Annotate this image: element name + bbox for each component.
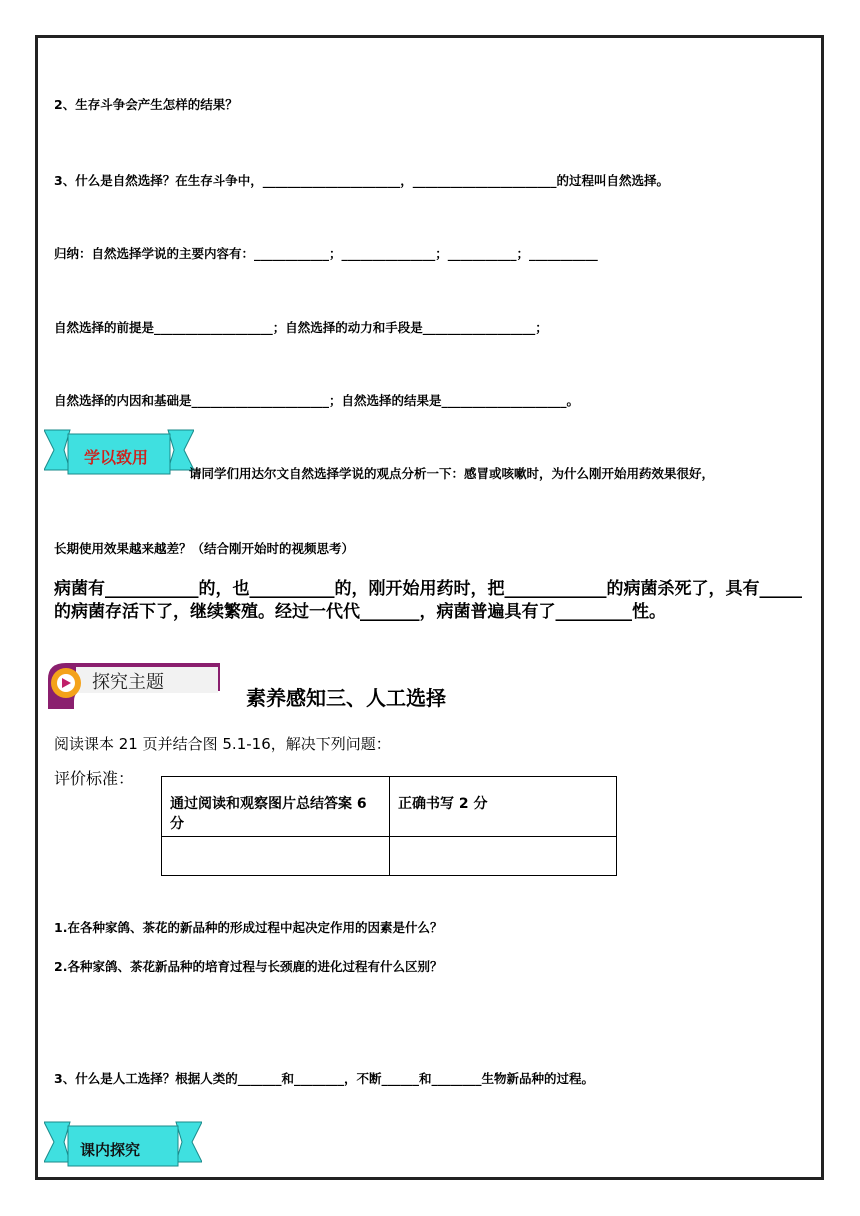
apply-banner-label: 学以致用 — [84, 448, 149, 467]
summary-line: 归纳：自然选择学说的主要内容有：____________；_______________；___________；___________ — [54, 246, 598, 261]
table-cell[interactable] — [390, 837, 617, 876]
eval-label: 评价标准： — [54, 769, 135, 788]
answer-line-1: 病菌有___________的，也__________的，刚开始用药时，把____________的病菌杀死了，具有_____ — [54, 579, 802, 599]
answer-line-2: 的病菌存活下了，继续繁殖。经过一代代_______，病菌普遍具有了_________性。 — [54, 602, 666, 622]
table-row — [162, 777, 617, 837]
table-cell[interactable] — [162, 837, 390, 876]
table-header-cell: 正确书写 2 分 — [390, 777, 617, 837]
class-banner-label: 课内探究 — [80, 1141, 141, 1159]
read-instruction: 阅读课本 21 页并结合图 5.1-16，解决下列问题： — [54, 735, 391, 753]
apply-question-line-2: 长期使用效果越来越差？（结合刚开始时的视频思考） — [54, 541, 355, 556]
section-title: 素养感知三、人工选择 — [246, 686, 446, 710]
artificial-question-2: 2.各种家鸽、茶花新品种的培育过程与长颈鹿的进化过程有什么区别？ — [54, 959, 443, 974]
artificial-question-1: 1.在各种家鸽、茶花的新品种的形成过程中起决定作用的因素是什么？ — [54, 920, 443, 935]
apply-question-line-1: 请同学们用达尔文自然选择学说的观点分析一下：感冒或咳嗽时，为什么刚开始用药效果很好， — [189, 466, 715, 481]
basis-line: 自然选择的内因和基础是______________________；自然选择的结果是____________________。 — [54, 393, 580, 408]
question-2: 2、生存斗争会产生怎样的结果？ — [54, 97, 238, 112]
question-3: 3、什么是自然选择？在生存斗争中，______________________，_______________________的过程叫自然选择。 — [54, 173, 669, 188]
explore-badge-label: 探究主题 — [92, 672, 164, 693]
table-header-cell: 通过阅读和观察图片总结答案 6 分 — [162, 777, 390, 837]
explore-badge — [44, 657, 220, 713]
apply-banner — [44, 428, 194, 476]
table-row — [162, 837, 617, 876]
class-banner — [44, 1120, 202, 1168]
premise-line: 自然选择的前提是___________________；自然选择的动力和手段是__________________； — [54, 320, 548, 335]
artificial-question-3: 3、什么是人工选择？根据人类的_______和________，不断______和________生物新品种的过程。 — [54, 1071, 594, 1086]
evaluation-table — [161, 776, 617, 876]
